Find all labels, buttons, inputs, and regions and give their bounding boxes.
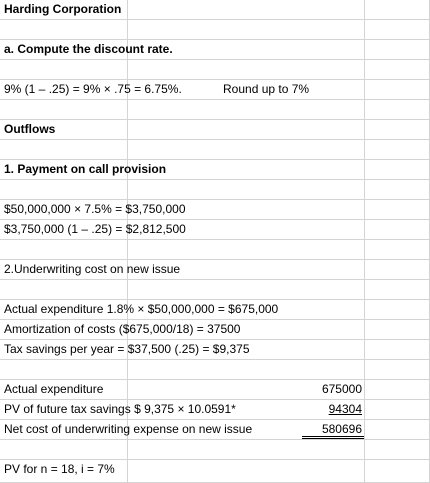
row-5[interactable] — [0, 80, 430, 100]
row-16[interactable] — [0, 300, 430, 320]
round-note: Round up to 7% — [223, 82, 310, 96]
row-23[interactable] — [0, 440, 430, 460]
call-calc-2: $3,750,000 (1 – .25) = $2,812,500 — [4, 222, 186, 236]
tax-savings-calc: Tax savings per year = $37,500 (.25) = $9,375 — [4, 342, 250, 356]
row-18[interactable] — [0, 340, 430, 360]
row-12[interactable] — [0, 220, 430, 240]
row-19[interactable] — [0, 360, 430, 380]
summary-label: Actual expenditure — [4, 382, 104, 396]
item1-heading: 1. Payment on call provision — [4, 162, 167, 176]
row-9[interactable] — [0, 160, 430, 180]
company-title: Harding Corporation — [4, 2, 122, 16]
item2-heading: 2.Underwriting cost on new issue — [4, 262, 181, 276]
actual-expenditure-calc: Actual expenditure 1.8% × $50,000,000 = $675,000 — [4, 302, 279, 316]
row-15[interactable] — [0, 280, 430, 300]
row-22[interactable] — [0, 420, 430, 440]
summary-label: Net cost of underwriting expense on new issue — [4, 422, 253, 436]
amortization-calc: Amortization of costs ($675,000/18) = 37500 — [4, 322, 241, 336]
outflows-heading: Outflows — [4, 122, 56, 136]
row-1[interactable] — [0, 0, 430, 20]
row-6[interactable] — [0, 100, 430, 120]
row-24[interactable] — [0, 460, 430, 483]
part-a-heading: a. Compute the discount rate. — [4, 42, 173, 56]
summary-label: PV of future tax savings $ 9,375 × 10.0591* — [4, 402, 236, 416]
summary-value: 94304 — [328, 402, 362, 416]
summary-value: 580696 — [321, 422, 362, 436]
footnote: PV for n = 18, i = 7% — [4, 462, 115, 476]
call-calc-1: $50,000,000 × 7.5% = $3,750,000 — [4, 202, 186, 216]
row-3[interactable] — [0, 40, 430, 60]
row-10[interactable] — [0, 180, 430, 200]
discount-calculation: 9% (1 – .25) = 9% × .75 = 6.75%. — [4, 82, 182, 96]
row-17[interactable] — [0, 320, 430, 340]
row-14[interactable] — [0, 260, 430, 280]
summary-value: 675000 — [321, 382, 362, 396]
row-21[interactable] — [0, 400, 430, 420]
row-4[interactable] — [0, 60, 430, 80]
row-11[interactable] — [0, 200, 430, 220]
row-20[interactable] — [0, 380, 430, 400]
row-2[interactable] — [0, 20, 430, 40]
row-13[interactable] — [0, 240, 430, 260]
row-8[interactable] — [0, 140, 430, 160]
row-7[interactable] — [0, 120, 430, 140]
double-underline — [302, 436, 364, 439]
